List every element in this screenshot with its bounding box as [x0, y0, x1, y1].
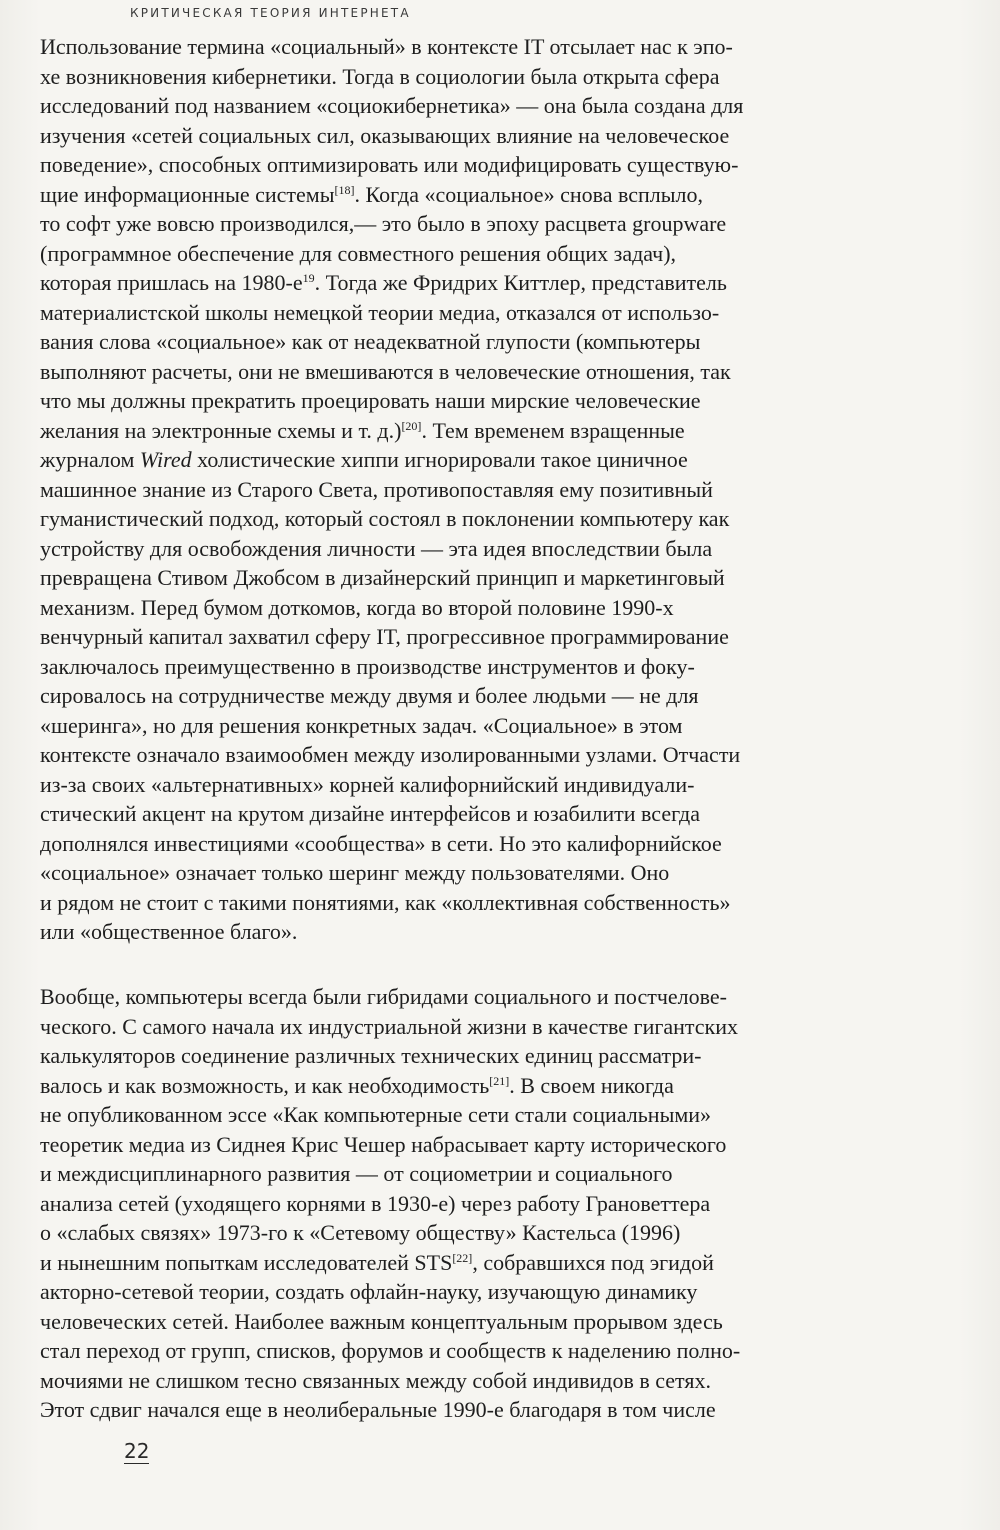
footnote-ref: [22] — [452, 1250, 473, 1265]
text-line: анализа сетей (уходящего корнями в 1930-е) через работу Грановеттера — [40, 1190, 711, 1216]
text-line: то софт уже вовсю производился,— это было в эпоху расцвета groupware — [40, 211, 727, 236]
text-segment: журналом — [40, 447, 140, 472]
text-line: или «общественное благо». — [40, 919, 298, 944]
footnote-ref: [18] — [334, 182, 355, 197]
text-line: дополнялся инвестициями «сообщества» в сети. Но это калифорнийское — [40, 830, 722, 856]
text-segment: валось и как возможность, и как необходимость — [40, 1072, 490, 1098]
text-line: стал переход от групп, списков, форумов и сообществ к наделению полно- — [40, 1338, 741, 1363]
text-line: сировалось на сотрудничестве между двумя и более людьми — не для — [40, 683, 699, 708]
text-line: человеческих сетей. Наиболее важным концептуальным прорывом здесь — [40, 1308, 723, 1334]
text-segment: . Тем временем взращенные — [421, 417, 685, 443]
text-line: и рядом не стоит с такими понятиями, как «коллективная собственность» — [40, 889, 731, 915]
text-segment: которая пришлась на 1980-е — [40, 270, 303, 295]
text-line: гуманистический подход, который состоял в поклонении компьютеру как — [40, 506, 730, 531]
text-line: Этот сдвиг начался еще в неолиберальные 1990-е благодаря в том числе — [40, 1397, 716, 1422]
text-line: устройству для освобождения личности — эта идея впоследствии была — [40, 535, 713, 561]
text-line: (программное обеспечение для совместного решения общих задач), — [40, 240, 677, 266]
text-line: Использование термина «социальный» в контексте IT отсылает нас к эпо- — [40, 34, 733, 59]
text-line: «социальное» означает только шеринг между пользователями. Оно — [40, 860, 670, 885]
text-segment: , собравшихся под эгидой — [472, 1249, 714, 1275]
footnote-ref: [20] — [401, 418, 422, 433]
text-line: стический акцент на крутом дизайне интерфейсов и юзабилити всегда — [40, 801, 700, 826]
text-line — [40, 1071, 870, 1101]
text-segment: . В своем никогда — [509, 1072, 674, 1098]
text-segment: и нынешним попыткам исследователей STS — [40, 1249, 453, 1275]
text-line: теоретик медиа из Сиднея Крис Чешер набрасывает карту исторического — [40, 1131, 727, 1157]
text-line — [40, 445, 870, 475]
text-line: хе возникновения кибернетики. Тогда в социологии была открыта сфера — [40, 63, 720, 89]
text-line: изучения «сетей социальных сил, оказывающих влияние на человеческое — [40, 122, 730, 148]
text-segment: . Тогда же Фридрих Киттлер, представитель — [314, 270, 727, 295]
text-line — [40, 1248, 870, 1278]
page-number: 22 — [124, 1439, 150, 1463]
text-line: акторно-сетевой теории, создать офлайн-науку, изучающую динамику — [40, 1279, 698, 1304]
text-line: поведение», способных оптимизировать или модифицировать существую- — [40, 152, 739, 177]
text-segment: щие информационные системы — [40, 181, 335, 207]
text-line: Вообще, компьютеры всегда были гибридами социального и постчелове- — [40, 984, 728, 1009]
running-head: КРИТИЧЕСКАЯ ТЕОРИЯ ИНТЕРНЕТА — [130, 6, 411, 20]
paragraph-2 — [40, 982, 870, 1425]
text-line — [40, 416, 870, 446]
text-line: о «слабых связях» 1973-го к «Сетевому обществу» Кастельса (1996) — [40, 1220, 681, 1245]
text-line: из-за своих «альтернативных» корней калифорнийский индивидуали- — [40, 771, 695, 797]
text-line: не опубликованном эссе «Как компьютерные сети стали социальными» — [40, 1102, 712, 1127]
text-line: мочиями не слишком тесно связанных между собой индивидов в сетях. — [40, 1367, 711, 1393]
footnote-ref: [21] — [489, 1073, 510, 1088]
text-line: механизм. Перед бумом доткомов, когда во второй половине 1990-х — [40, 594, 674, 620]
text-line: заключалось преимущественно в производстве инструментов и фоку- — [40, 653, 695, 679]
paragraph-1 — [40, 32, 870, 947]
text-segment: . Когда «социальное» снова всплыло, — [354, 181, 704, 207]
text-line: вания слова «социальное» как от неадекватной глупости (компьютеры — [40, 329, 701, 354]
text-line: материалистской школы немецкой теории медиа, отказался от использо- — [40, 299, 720, 325]
text-line: машинное знание из Старого Света, противопоставляя ему позитивный — [40, 476, 713, 502]
text-line: калькуляторов соединение различных технических единиц рассматри- — [40, 1043, 702, 1068]
text-line: превращена Стивом Джобсом в дизайнерский принцип и маркетинговый — [40, 565, 725, 590]
text-line: что мы должны прекратить проецировать наши мирские человеческие — [40, 388, 701, 413]
text-line: контексте означало взаимообмен между изолированными узлами. Отчасти — [40, 742, 741, 767]
text-line: выполняют расчеты, они не вмешиваются в человеческие отношения, так — [40, 358, 731, 384]
text-line: венчурный капитал захватил сферу IT, прогрессивное программирование — [40, 624, 729, 649]
text-line: «шеринга», но для решения конкретных задач. «Социальное» в этом — [40, 712, 683, 738]
footnote-ref: 19 — [302, 271, 315, 285]
text-line: исследований под названием «социокибернетика» — она была создана для — [40, 93, 744, 118]
text-line: и междисциплинарного развития — от социометрии и социального — [40, 1161, 673, 1186]
text-line: ческого. С самого начала их индустриальной жизни в качестве гигантских — [40, 1013, 739, 1039]
text-segment: желания на электронные схемы и т. д.) — [40, 417, 402, 443]
magazine-title: Wired — [139, 447, 192, 472]
text-segment: холистические хиппи игнорировали такое циничное — [191, 447, 688, 472]
text-line — [40, 268, 870, 298]
text-line — [40, 180, 870, 210]
